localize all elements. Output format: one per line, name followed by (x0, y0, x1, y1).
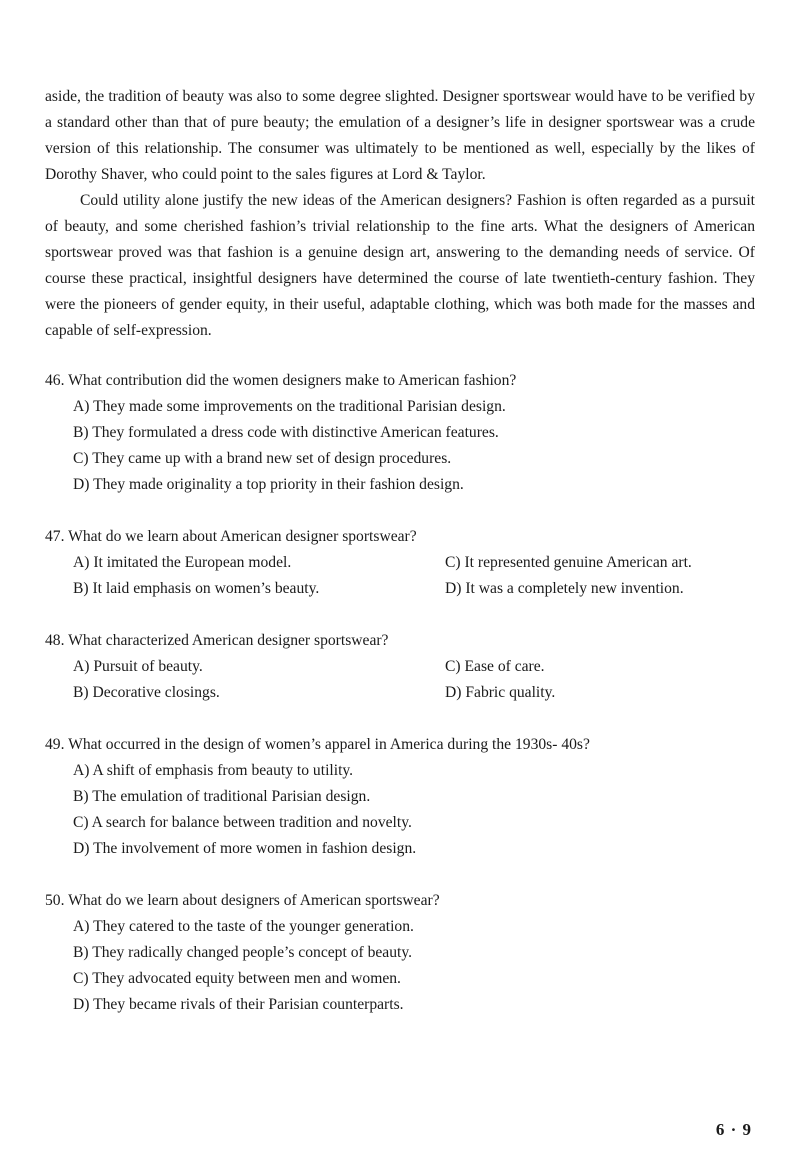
option-a: A) Pursuit of beauty. (73, 658, 203, 675)
question-49 (45, 732, 755, 862)
option-d: D) It was a completely new invention. (445, 580, 684, 597)
options-list (45, 914, 755, 1018)
option-b: B) It laid emphasis on women’s beauty. (73, 580, 320, 597)
options-list (45, 394, 755, 498)
option-b: B) They radically changed people’s concept of beauty. (73, 944, 413, 961)
option-b: B) Decorative closings. (73, 684, 220, 701)
question-stem: 46. What contribution did the women designers make to American fashion? (45, 372, 517, 389)
question-47 (45, 524, 755, 602)
question-50 (45, 888, 755, 1018)
option-d: D) They became rivals of their Parisian counterparts. (73, 996, 404, 1013)
option-a: A) It imitated the European model. (73, 554, 292, 571)
passage-paragraph: Could utility alone justify the new ideas of the American designers? Fashion is often regarded as a pursuit of beauty, and some cherished fashion’s trivial relationship to the fine arts. What the designers of American sportswear proved was that fashion is a genuine design art, answering to the demanding needs of service. Of course these practical, insightful designers have determined the course of late twentieth-century fashion. They were the pioneers of gender equity, in their useful, adaptable clothing, which was both made for the masses and capable of self-expression. (45, 192, 755, 339)
option-c: C) They came up with a brand new set of design procedures. (73, 450, 452, 467)
option-c: C) Ease of care. (445, 658, 545, 675)
option-c: C) It represented genuine American art. (445, 554, 692, 571)
option-d: D) Fabric quality. (445, 684, 556, 701)
exam-page (45, 84, 755, 1018)
question-48 (45, 628, 755, 706)
option-d: D) The involvement of more women in fashion design. (73, 840, 417, 857)
option-c: C) They advocated equity between men and women. (73, 970, 401, 987)
question-stem: 47. What do we learn about American designer sportswear? (45, 528, 417, 545)
options-grid (45, 550, 755, 602)
option-b: B) They formulated a dress code with distinctive American features. (73, 424, 499, 441)
question-stem: 49. What occurred in the design of women’s apparel in America during the 1930s- 40s? (45, 736, 590, 753)
option-a: A) A shift of emphasis from beauty to utility. (73, 762, 354, 779)
option-c: C) A search for balance between tradition and novelty. (73, 814, 412, 831)
option-d: D) They made originality a top priority in their fashion design. (73, 476, 464, 493)
passage-paragraph: aside, the tradition of beauty was also to some degree slighted. Designer sportswear would have to be verified by a standard other than that of pure beauty; the emulation of a designer’s life in designer sportswear was a crude version of this relationship. The consumer was ultimately to be mentioned as well, especially by the likes of Dorothy Shaver, who could point to the sales figures at Lord & Taylor. (45, 88, 755, 183)
option-a: A) They made some improvements on the traditional Parisian design. (73, 398, 506, 415)
options-grid (45, 654, 755, 706)
question-46 (45, 368, 755, 498)
option-b: B) The emulation of traditional Parisian design. (73, 788, 371, 805)
page-number: 6 · 9 (715, 1120, 752, 1139)
question-stem: 50. What do we learn about designers of American sportswear? (45, 892, 440, 909)
option-a: A) They catered to the taste of the younger generation. (73, 918, 414, 935)
question-stem: 48. What characterized American designer sportswear? (45, 632, 389, 649)
options-list (45, 758, 755, 862)
